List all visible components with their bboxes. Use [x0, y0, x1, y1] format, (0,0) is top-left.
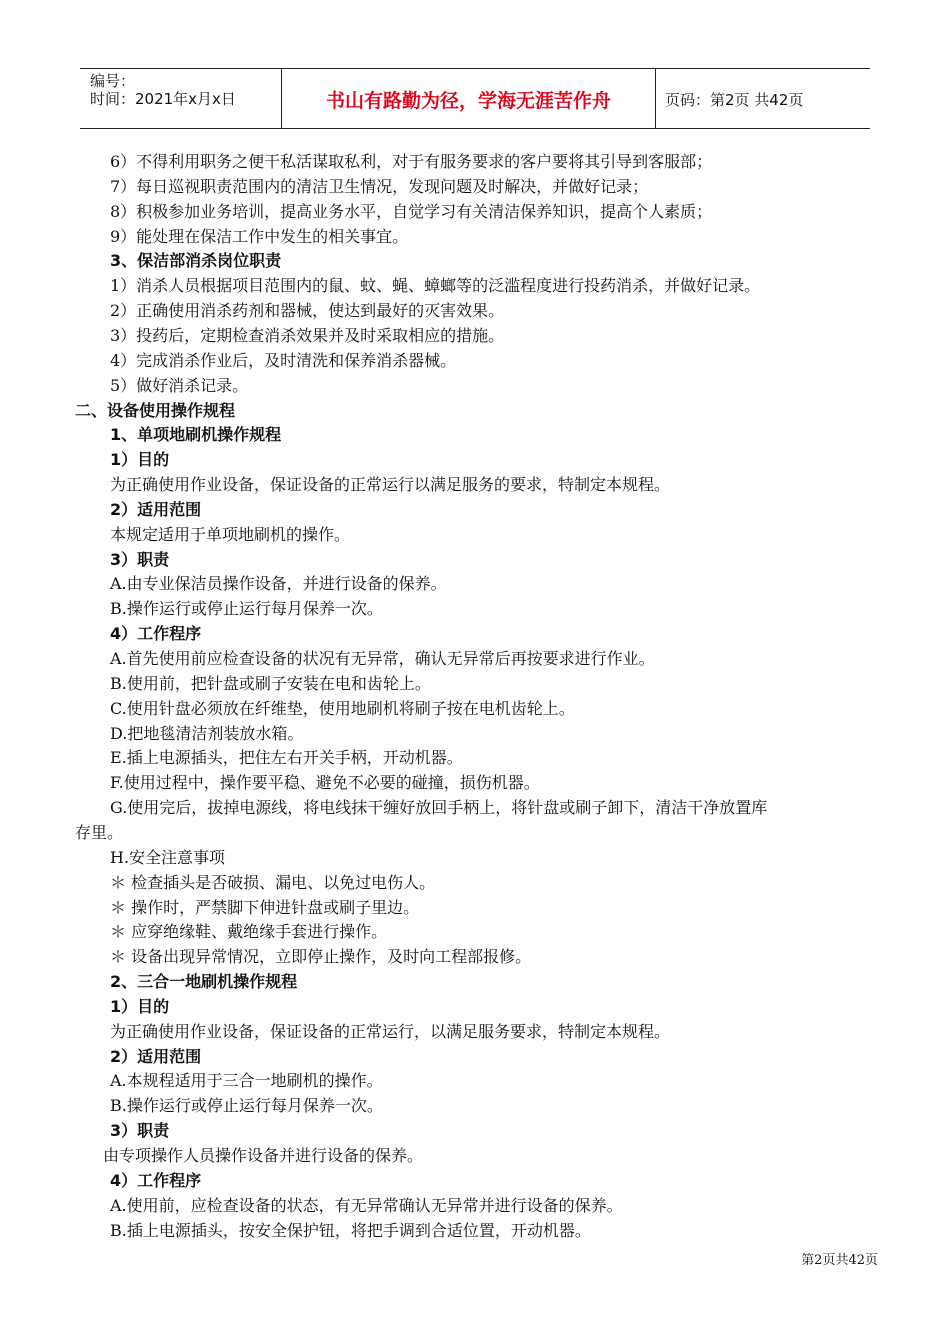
body-line: B.操作运行或停止运行每月保养一次。: [110, 1096, 383, 1115]
body-line: D.把地毯清洁剂装放水箱。: [110, 724, 304, 743]
header-bottom-rule: [80, 128, 870, 129]
body-line: 9）能处理在保洁工作中发生的相关事宜。: [110, 227, 409, 246]
body-line: B.使用前，把针盘或刷子安装在电和齿轮上。: [110, 674, 431, 693]
section-heading: 2）适用范围: [110, 500, 202, 519]
section-heading: 3）职责: [110, 1121, 170, 1140]
body-line: E.插上电源插头，把住左右开关手柄，开动机器。: [110, 748, 463, 767]
section-heading: 1、单项地刷机操作规程: [110, 425, 282, 444]
header-motto: 书山有路勤为径，学海无涯苦作舟: [325, 90, 611, 112]
body-line: H.安全注意事项: [110, 848, 226, 867]
section-heading: 4）工作程序: [110, 1171, 202, 1190]
body-line: 为正确使用作业设备，保证设备的正常运行以满足服务的要求，特制定本规程。: [110, 475, 671, 494]
body-line: 3）投药后，定期检查消杀效果并及时采取相应的措施。: [110, 326, 505, 345]
body-line: ＊ 设备出现异常情况，立即停止操作，及时向工程部报修。: [110, 947, 532, 966]
body-line: 6）不得利用职务之便干私活谋取私利，对于有服务要求的客户要将其引导到客服部；: [110, 152, 713, 171]
body-line: G.使用完后，拔掉电源线，将电线抹干缠好放回手柄上，将针盘或刷子卸下，清洁干净放置库: [110, 798, 768, 817]
section-heading: 二、设备使用操作规程: [75, 401, 236, 420]
section-heading: 2、三合一地刷机操作规程: [110, 972, 298, 991]
body-line: B.操作运行或停止运行每月保养一次。: [110, 599, 383, 618]
body-line: ＊ 操作时，严禁脚下伸进针盘或刷子里边。: [110, 898, 420, 917]
body-line: 8）积极参加业务培训，提高业务水平，自觉学习有关清洁保养知识，提高个人素质；: [110, 202, 713, 221]
body-line: C.使用针盘必须放在纤维垫，使用地刷机将刷子按在电机齿轮上。: [110, 699, 575, 718]
footer-page-number: 第2页共42页: [801, 1253, 878, 1268]
header-divider-right: [655, 68, 656, 129]
body-line: 由专项操作人员操作设备并进行设备的保养。: [103, 1146, 424, 1165]
body-line: 存里。: [75, 823, 124, 842]
body-line: A.由专业保洁员操作设备，并进行设备的保养。: [110, 574, 447, 593]
body-line: ＊ 检查插头是否破损、漏电、以免过电伤人。: [110, 873, 436, 892]
body-line: A.本规程适用于三合一地刷机的操作。: [110, 1071, 383, 1090]
body-line: 2）正确使用消杀药剂和器械，使达到最好的灭害效果。: [110, 301, 505, 320]
doc-date-label: 时间：2021年x月x日: [90, 90, 236, 108]
body-line: F.使用过程中，操作要平稳、避免不必要的碰撞，损伤机器。: [110, 773, 540, 792]
section-heading: 4）工作程序: [110, 624, 202, 643]
body-line: 5）做好消杀记录。: [110, 376, 249, 395]
doc-number-label: 编号：: [90, 72, 136, 90]
body-line: 1）消杀人员根据项目范围内的鼠、蚊、蝇、蟑螂等的泛滥程度进行投药消杀，并做好记录。: [110, 276, 761, 295]
body-line: 本规定适用于单项地刷机的操作。: [110, 525, 351, 544]
section-heading: 3）职责: [110, 550, 170, 569]
body-line: 7）每日巡视职责范围内的清洁卫生情况，发现问题及时解决，并做好记录；: [110, 177, 649, 196]
body-line: 为正确使用作业设备，保证设备的正常运行，以满足服务要求，特制定本规程。: [110, 1022, 671, 1041]
body-line: A.使用前，应检查设备的状态，有无异常确认无异常并进行设备的保养。: [110, 1196, 623, 1215]
section-heading: 1）目的: [110, 450, 170, 469]
header-top-rule: [80, 68, 870, 69]
body-line: 4）完成消杀作业后，及时清洗和保养消杀器械。: [110, 351, 457, 370]
section-heading: 1）目的: [110, 997, 170, 1016]
body-line: A.首先使用前应检查设备的状况有无异常，确认无异常后再按要求进行作业。: [110, 649, 655, 668]
section-heading: 3、保洁部消杀岗位职责: [110, 251, 282, 270]
section-heading: 2）适用范围: [110, 1047, 202, 1066]
body-line: B.插上电源插头，按安全保护钮，将把手调到合适位置，开动机器。: [110, 1221, 591, 1240]
body-line: ＊ 应穿绝缘鞋、戴绝缘手套进行操作。: [110, 922, 388, 941]
header-page-number: 页码：第2页 共42页: [665, 91, 804, 109]
